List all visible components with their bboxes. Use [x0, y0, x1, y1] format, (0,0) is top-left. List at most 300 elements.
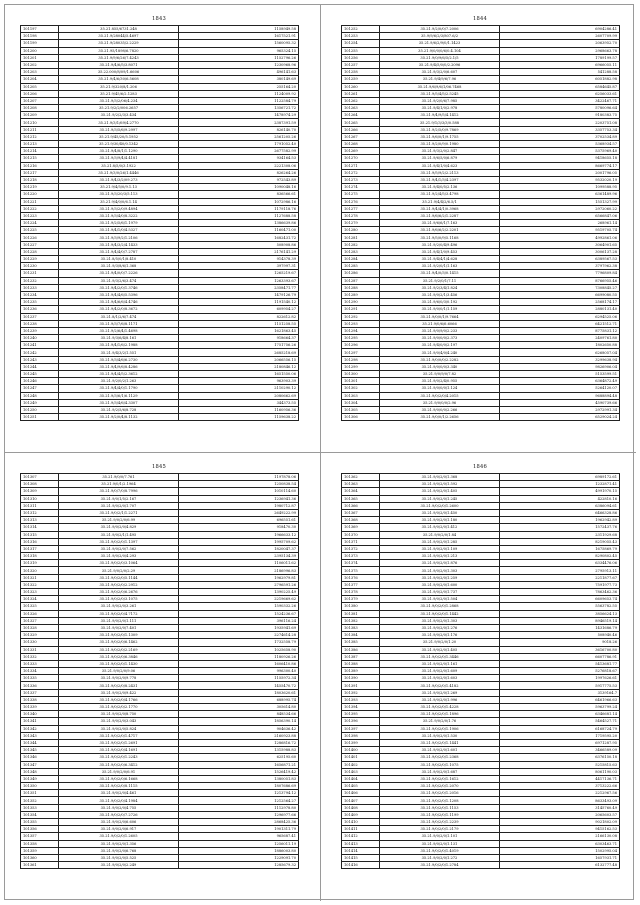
record-id-cell: 101239: [21, 327, 59, 334]
table-row: [21, 26, 299, 33]
value-cell: 9180383.75: [500, 112, 620, 119]
table-row: [21, 768, 299, 775]
table-row: [21, 553, 299, 560]
record-id-cell: 101222: [21, 205, 59, 212]
coordinate-cell: 35.21.9/0/2/0/1.4182: [380, 682, 500, 689]
record-id-cell: 101293: [342, 320, 380, 327]
coordinate-cell: 35.21.9/4/6/5/3.8071: [59, 61, 179, 68]
coordinate-cell: 35.21.9/0/2/0/8.2431: [59, 682, 179, 689]
record-id-cell: 101330: [21, 639, 59, 646]
value-cell: 508940.46: [500, 632, 620, 639]
record-id-cell: 101204: [21, 76, 59, 83]
value-cell: 6132777.48: [500, 862, 620, 869]
table-row: [21, 191, 299, 198]
table-row: [21, 581, 299, 588]
table-row: [342, 596, 620, 603]
coordinate-cell: 35.21.9/0/7/0/8.7996: [59, 488, 179, 495]
value-cell: 2211877.67: [500, 574, 620, 581]
coordinate-cell: 35.21.9/0/2/0/1.131: [380, 840, 500, 847]
record-id-cell: 101241: [21, 342, 59, 349]
record-id-cell: 101347: [21, 761, 59, 768]
value-cell: 7796809.84: [500, 270, 620, 277]
table-row: [21, 574, 299, 581]
table-row: [342, 632, 620, 639]
value-cell: 963903.39: [179, 378, 299, 385]
ledger-table: [20, 473, 299, 869]
coordinate-cell: 35.21.9/0/2/0/2.29: [59, 567, 179, 574]
table-row: [342, 833, 620, 840]
table-row: [21, 277, 299, 284]
table-row: [21, 761, 299, 768]
table-row: [21, 198, 299, 205]
value-cell: 609954.27: [179, 306, 299, 313]
coordinate-cell: 35.21.9/3/2/0/2.847: [380, 148, 500, 155]
value-cell: 2110290.12: [179, 385, 299, 392]
value-cell: 1122584.79: [179, 97, 299, 104]
table-row: [342, 589, 620, 596]
record-id-cell: 101270: [342, 155, 380, 162]
value-cell: 1286816.72: [179, 739, 299, 746]
value-cell: 5276818.67: [500, 668, 620, 675]
table-row: [21, 718, 299, 725]
table-row: [342, 227, 620, 234]
coordinate-cell: 35.21.9/0/2/0/6.3412: [59, 761, 179, 768]
value-cell: 2221308.06: [179, 162, 299, 169]
coordinate-cell: 35.21.9/0/2/0/5.1144: [59, 574, 179, 581]
value-cell: 6607786.91: [500, 653, 620, 660]
record-id-cell: 101340: [21, 711, 59, 718]
table-row: [21, 804, 299, 811]
table-row: [21, 299, 299, 306]
coordinate-cell: 35.21.9/0/2/0/1.76: [380, 718, 500, 725]
table-row: [342, 804, 620, 811]
coordinate-cell: 35.21.9/4/5/0/9.1.13: [59, 184, 179, 191]
table-row: [21, 524, 299, 531]
coordinate-cell: 35.21.9/28044/5.4697: [59, 33, 179, 40]
table-row: [21, 141, 299, 148]
table-row: [21, 212, 299, 219]
record-id-cell: 101259: [342, 76, 380, 83]
value-cell: 972543.89: [179, 176, 299, 183]
record-id-cell: 101333: [21, 660, 59, 667]
coordinate-cell: 35.21.9/3/6/4/8.161: [59, 335, 179, 342]
vertical-page-divider: [320, 4, 321, 901]
record-id-cell: 101380: [342, 603, 380, 610]
coordinate-cell: 35.21.9/0/2/0/1.109: [380, 545, 500, 552]
record-id-cell: 101349: [21, 775, 59, 782]
coordinate-cell: 35.21.9/0/2/0/1.1309: [59, 632, 179, 639]
coordinate-cell: 35.21.9/0/2/0/1.1441: [380, 739, 500, 746]
record-id-cell: 101342: [21, 725, 59, 732]
coordinate-cell: 35.21.9/0/2/0/6.1462: [59, 639, 179, 646]
value-cell: 6989172.61: [500, 474, 620, 481]
record-id-cell: 101416: [342, 862, 380, 869]
table-row: [342, 545, 620, 552]
value-cell: 918470.30: [179, 524, 299, 531]
coordinate-cell: 35.21.9/0/2/0/1.269: [380, 689, 500, 696]
coordinate-cell: 35.21.9/0/2/0/2.249: [59, 862, 179, 869]
value-cell: 1236941.36: [179, 495, 299, 502]
value-cell: 904636.42: [179, 725, 299, 732]
coordinate-cell: 35.21.9/5/9/2/2.2113: [380, 169, 500, 176]
coordinate-cell: 35.21.9/320/8/1.206: [59, 83, 179, 90]
coordinate-cell: 35.21.9/3/2/0/6.607: [380, 69, 500, 76]
table-row: [342, 531, 620, 538]
record-id-cell: 101201: [21, 54, 59, 61]
table-row: [21, 646, 299, 653]
coordinate-cell: 35.21.9/3/1/69/4.2770: [59, 119, 179, 126]
table-row: [21, 596, 299, 603]
table-row: [342, 342, 620, 349]
table-row: [21, 509, 299, 516]
coordinate-cell: 35.21.9/0/2/0/1.876: [380, 560, 500, 567]
value-cell: 2387391.59: [179, 119, 299, 126]
record-id-cell: 101262: [342, 97, 380, 104]
record-id-cell: 101402: [342, 761, 380, 768]
coordinate-cell: 35.21.9/0/1/5/2.167: [59, 495, 179, 502]
coordinate-cell: 35.21.95/1898/6.7820: [59, 47, 179, 54]
record-id-cell: 101357: [21, 833, 59, 840]
record-id-cell: 101300: [342, 371, 380, 378]
coordinate-cell: 35.21.9/0/2/0/1.2600: [380, 502, 500, 509]
value-cell: 2274614.28: [179, 632, 299, 639]
table-row: [342, 488, 620, 495]
coordinate-cell: 35.21.9/0/2/0/1.285: [380, 538, 500, 545]
value-cell: 2203751.08: [500, 119, 620, 126]
value-cell: 1256011.19: [179, 840, 299, 847]
value-cell: 1160471.00: [179, 227, 299, 234]
value-cell: 965324.15: [179, 47, 299, 54]
table-row: [342, 495, 620, 502]
value-cell: 1010114.60: [179, 488, 299, 495]
coordinate-cell: 35.21.9/3/8/6/1.368: [59, 263, 179, 270]
value-cell: 1263393.67: [179, 277, 299, 284]
record-id-cell: 101299: [342, 363, 380, 370]
value-cell: 826264.26: [179, 169, 299, 176]
table-row: [342, 811, 620, 818]
coordinate-cell: 35.21.9/4/1/3/4.2397: [380, 176, 500, 183]
coordinate-cell: 35.21.9/0/2/0/6.606: [59, 819, 179, 826]
table-row: [21, 320, 299, 327]
record-id-cell: 101389: [342, 668, 380, 675]
record-id-cell: 101236: [21, 306, 59, 313]
coordinate-cell: 35.21.9/6/2/9/0/1.1423: [380, 40, 500, 47]
value-cell: 2311929.68: [500, 531, 620, 538]
record-id-cell: 101273: [342, 176, 380, 183]
value-cell: 6466328.86: [500, 509, 620, 516]
page-block-4: [341, 464, 619, 869]
coordinate-cell: 35.21.9/0/2/0/9.778: [59, 675, 179, 682]
record-id-cell: 101366: [342, 502, 380, 509]
record-id-cell: 101397: [342, 725, 380, 732]
value-cell: 1802650.88: [500, 342, 620, 349]
table-row: [342, 133, 620, 140]
record-id-cell: 101363: [342, 481, 380, 488]
coordinate-cell: 35.21.9/3/9/2/1.2106: [59, 234, 179, 241]
record-id-cell: 101350: [21, 783, 59, 790]
table-row: [21, 847, 299, 854]
value-cell: 9415162.53: [500, 826, 620, 833]
value-cell: 1285679.32: [179, 862, 299, 869]
coordinate-cell: 35.21.9/0/2/0/1.450: [380, 509, 500, 516]
table-row: [342, 819, 620, 826]
record-id-cell: 101227: [21, 241, 59, 248]
record-id-cell: 101221: [21, 198, 59, 205]
table-row: [342, 119, 620, 126]
value-cell: 696551.61: [179, 517, 299, 524]
table-row: [342, 47, 620, 54]
table-row: [342, 718, 620, 725]
table-row: [342, 40, 620, 47]
record-id-cell: 101290: [342, 299, 380, 306]
coordinate-cell: 35.21.9/0/2/0/9.06: [59, 668, 179, 675]
value-cell: 1191540.12: [179, 299, 299, 306]
table-row: [21, 406, 299, 413]
value-cell: 1651550.06: [179, 371, 299, 378]
record-id-cell: 101242: [21, 349, 59, 356]
record-id-cell: 101269: [342, 148, 380, 155]
record-id-cell: 101251: [21, 414, 59, 421]
record-id-cell: 101313: [21, 517, 59, 524]
coordinate-cell: 35.21.9/28035/2.2229: [59, 40, 179, 47]
value-cell: 822612.82: [179, 313, 299, 320]
table-row: [342, 83, 620, 90]
value-cell: 3357753.34: [500, 126, 620, 133]
table-row: [342, 689, 620, 696]
table-row: [21, 819, 299, 826]
coordinate-cell: 35.21.9/2/2/3/3.434: [59, 112, 179, 119]
table-row: [21, 682, 299, 689]
table-row: [21, 610, 299, 617]
record-id-cell: 101198: [21, 33, 59, 40]
table-row: [342, 90, 620, 97]
value-cell: 3064901.65: [500, 241, 620, 248]
table-row: [21, 327, 299, 334]
coordinate-cell: 35.21.9/4/5/0/0/2.2096: [380, 61, 500, 68]
record-id-cell: 101301: [342, 378, 380, 385]
record-id-cell: 101369: [342, 524, 380, 531]
record-id-cell: 101406: [342, 790, 380, 797]
record-id-cell: 101224: [21, 220, 59, 227]
coordinate-cell: 35.21.9/3/6/1/6.1129: [59, 392, 179, 399]
record-id-cell: 101392: [342, 689, 380, 696]
coordinate-cell: 35.21.9/2/5/6/8.728: [59, 406, 179, 413]
table-row: [21, 797, 299, 804]
value-cell: 1356721.72: [179, 105, 299, 112]
value-cell: 2180846.12: [179, 363, 299, 370]
table-row: [342, 248, 620, 255]
table-row: [21, 61, 299, 68]
value-cell: 1524236.67: [179, 610, 299, 617]
record-id-cell: 101393: [342, 696, 380, 703]
value-cell: 6334476.06: [500, 560, 620, 567]
record-id-cell: 101375: [342, 567, 380, 574]
record-id-cell: 101284: [342, 256, 380, 263]
table-row: [21, 775, 299, 782]
coordinate-cell: 35.21.9/0/2/0/1.687: [380, 768, 500, 775]
table-row: [342, 668, 620, 675]
coordinate-cell: 35.21.9/0/2/1/3.456: [380, 291, 500, 298]
coordinate-cell: 35.21.9/4/2/0/8.3672: [59, 306, 179, 313]
table-row: [342, 399, 620, 406]
value-cell: 2607709.99: [500, 33, 620, 40]
table-row: [21, 33, 299, 40]
coordinate-cell: 35.21.9/3/9/4/4.4181: [59, 155, 179, 162]
table-row: [21, 335, 299, 342]
record-id-cell: 101210: [21, 119, 59, 126]
record-id-cell: 101295: [342, 335, 380, 342]
record-id-cell: 101377: [342, 581, 380, 588]
coordinate-cell: 35.21.9/0/2/0/7.562: [59, 545, 179, 552]
coordinate-cell: 35.21.9/0/2/0/7.2726: [59, 811, 179, 818]
table-row: [21, 840, 299, 847]
table-row: [342, 682, 620, 689]
value-cell: 1229091.70: [179, 854, 299, 861]
record-id-cell: 101207: [21, 97, 59, 104]
table-row: [21, 603, 299, 610]
table-row: [342, 768, 620, 775]
record-id-cell: 101326: [21, 610, 59, 617]
value-cell: 6609653.74: [500, 596, 620, 603]
coordinate-cell: 35.21.9/4/1/0/4.623: [380, 162, 500, 169]
coordinate-cell: 35.21.9/0/2/0/3.1075: [59, 596, 179, 603]
page-block-1: [20, 16, 298, 421]
table-row: [342, 33, 620, 40]
value-cell: 9826906.04: [500, 363, 620, 370]
value-cell: 1935941.69: [179, 624, 299, 631]
value-cell: 2358471.77: [179, 284, 299, 291]
table-row: [342, 392, 620, 399]
value-cell: 5917775.53: [500, 682, 620, 689]
value-cell: 1124009.92: [179, 90, 299, 97]
table-row: [342, 378, 620, 385]
table-row: [21, 148, 299, 155]
coordinate-cell: 35.21.9/45/6/2.1283: [59, 90, 179, 97]
coordinate-cell: 35.21.9/0/2/0/1.412: [380, 524, 500, 531]
table-row: [342, 653, 620, 660]
coordinate-cell: 35.21.9/2/4/5/3.4798: [380, 191, 500, 198]
coordinate-cell: 35.21.9/0/2/0/6.3846: [59, 653, 179, 660]
coordinate-cell: 35.21.9/0/9/0/2.233: [380, 327, 500, 334]
value-cell: 1551327.99: [500, 198, 620, 205]
coordinate-cell: 35.21.9/3/2/0/9.4894: [59, 205, 179, 212]
coordinate-cell: 35.21.9/4/6/30/6.5608: [59, 76, 179, 83]
value-cell: 1479126.79: [179, 291, 299, 298]
value-cell: 1197878.06: [179, 474, 299, 481]
record-id-cell: 101237: [21, 313, 59, 320]
record-id-cell: 101407: [342, 797, 380, 804]
value-cell: 1160956.36: [179, 406, 299, 413]
record-id-cell: 101311: [21, 502, 59, 509]
coordinate-cell: 35.21.9/0/2/0/1.530: [380, 732, 500, 739]
table-row: [342, 169, 620, 176]
record-id-cell: 101294: [342, 327, 380, 334]
record-id-cell: 101283: [342, 248, 380, 255]
table-row: [21, 112, 299, 119]
value-cell: 541288.58: [500, 69, 620, 76]
coordinate-cell: 35.21.9/0/2/0/1.2868: [380, 603, 500, 610]
coordinate-cell: 35.21.9/0/2/0/1.1153: [380, 804, 500, 811]
record-id-cell: 101315: [21, 531, 59, 538]
table-row: [21, 481, 299, 488]
table-row: [21, 833, 299, 840]
value-cell: 1751756.26: [179, 342, 299, 349]
coordinate-cell: 35.21.9/1/3/3/3/0.588: [380, 119, 500, 126]
coordinate-cell: 35.21.9/4/9/6/8.4286: [59, 363, 179, 370]
table-row: [342, 517, 620, 524]
value-cell: 2795913.11: [500, 567, 620, 574]
coordinate-cell: 35.21.9/4/3/2/4.1433: [59, 241, 179, 248]
value-cell: 396116.24: [179, 617, 299, 624]
value-cell: 1180926.26: [179, 653, 299, 660]
record-id-cell: 101216: [21, 162, 59, 169]
record-id-cell: 101372: [342, 545, 380, 552]
record-id-cell: 101296: [342, 342, 380, 349]
record-id-cell: 101360: [21, 854, 59, 861]
coordinate-cell: 35.21.9/0/6/6.6066: [380, 320, 500, 327]
table-row: [342, 840, 620, 847]
table-row: [21, 495, 299, 502]
coordinate-cell: 35.21.9/2/0/2/1.263: [59, 378, 179, 385]
coordinate-cell: 35.21.9/0/2/0/1.2691: [59, 739, 179, 746]
record-id-cell: 101258: [342, 69, 380, 76]
table-row: [342, 105, 620, 112]
coordinate-cell: 35.21.9/3/7/6/8.1171: [59, 320, 179, 327]
table-row: [342, 291, 620, 298]
value-cell: 848534.66: [179, 711, 299, 718]
record-id-cell: 101282: [342, 241, 380, 248]
coordinate-cell: 35.9/9/6/2/3/807.6/2: [380, 33, 500, 40]
coordinate-cell: 35.21.9/0/0/1/2.2656: [380, 414, 500, 421]
coordinate-cell: 35.21.9/0/2/0/3.1064: [59, 560, 179, 567]
record-id-cell: 101336: [21, 682, 59, 689]
table-row: [342, 854, 620, 861]
page-title: 1843: [151, 16, 166, 22]
table-row: [342, 747, 620, 754]
record-id-cell: 101309: [21, 488, 59, 495]
value-cell: 2880131.40: [500, 306, 620, 313]
table-row: [21, 105, 299, 112]
record-id-cell: 101276: [342, 198, 380, 205]
value-cell: 1502995.04: [500, 847, 620, 854]
coordinate-cell: 35.21.9/0/2/0/1.504: [380, 596, 500, 603]
value-cell: 2219669.62: [179, 596, 299, 603]
table-row: [342, 198, 620, 205]
record-id-cell: 101291: [342, 306, 380, 313]
table-row: [21, 414, 299, 421]
record-id-cell: 101381: [342, 610, 380, 617]
coordinate-cell: 35.21.9/0/0/0/2.266: [380, 406, 500, 413]
record-id-cell: 101274: [342, 184, 380, 191]
record-id-cell: 101415: [342, 854, 380, 861]
record-id-cell: 101213: [21, 141, 59, 148]
coordinate-cell: 35.22.000/8/09/1.6606: [59, 69, 179, 76]
table-row: [342, 148, 620, 155]
value-cell: 2561205.26: [179, 133, 299, 140]
value-cell: 9688894.48: [500, 392, 620, 399]
record-id-cell: 101245: [21, 371, 59, 378]
coordinate-cell: 35.21.9/0/2/0/1.603: [380, 675, 500, 682]
table-row: [342, 306, 620, 313]
coordinate-cell: 35.21.9/6/6/2/1.2287: [380, 212, 500, 219]
value-cell: 1791052.40: [179, 141, 299, 148]
value-cell: 305614.80: [179, 704, 299, 711]
value-cell: 6376150.18: [500, 754, 620, 761]
value-cell: 934164.53: [179, 155, 299, 162]
table-row: [21, 668, 299, 675]
record-id-cell: 101249: [21, 399, 59, 406]
table-row: [342, 349, 620, 356]
